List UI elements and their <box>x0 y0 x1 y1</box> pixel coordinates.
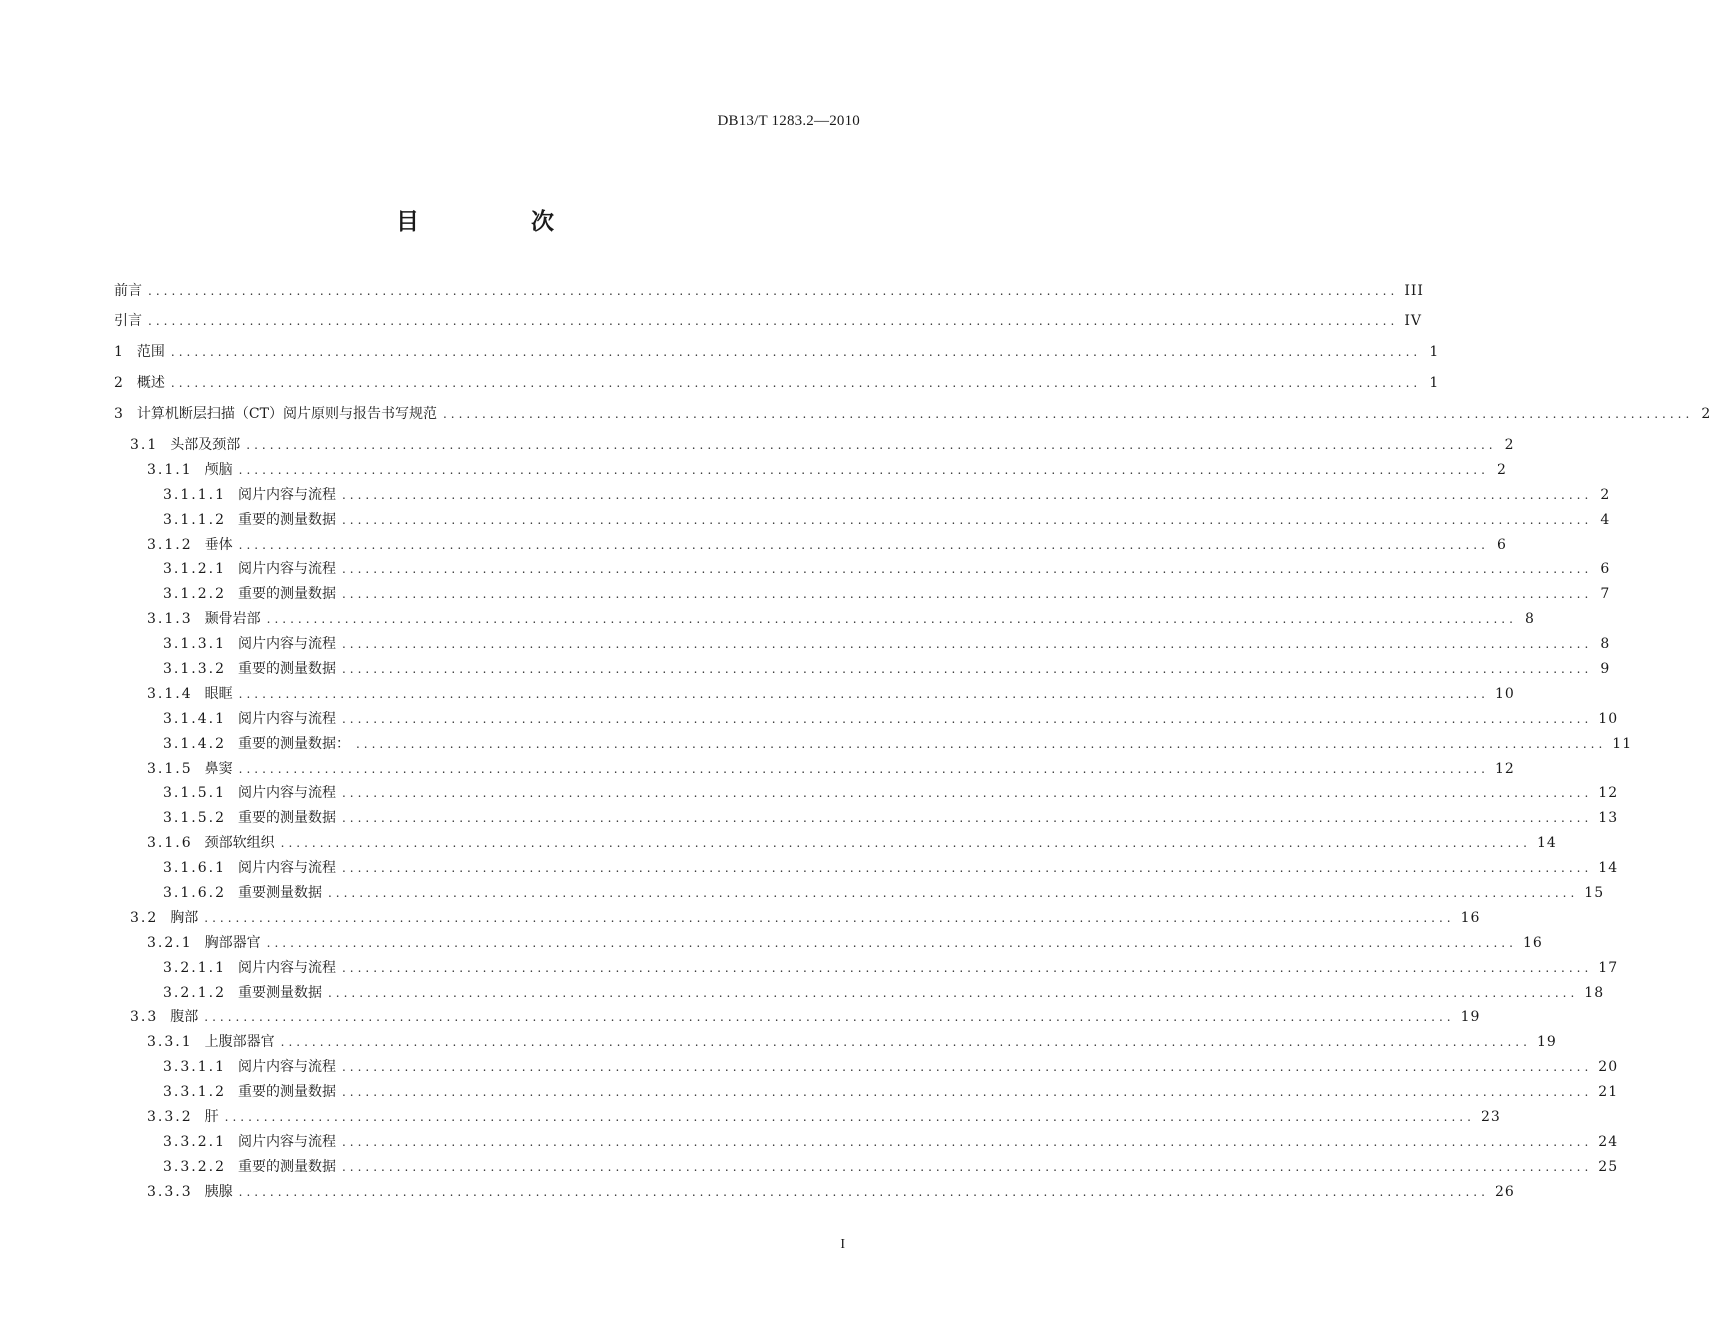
toc-entry-title: 概述 <box>136 375 165 391</box>
toc-dot-leader: ................................................................................................................................................................ <box>266 935 1517 950</box>
toc-entry[interactable] <box>114 1109 1501 1134</box>
toc-entry-number: 3.3 <box>130 1009 159 1026</box>
toc-entry-page: 2 <box>1600 486 1611 503</box>
toc-entry-number: 1 <box>114 344 125 360</box>
toc-entry-page: 25 <box>1598 1158 1619 1175</box>
toc-entry-number: 3.3.1.1 <box>163 1059 226 1076</box>
toc-entry-page: 14 <box>1536 835 1557 852</box>
toc-dot-leader: ................................................................................................................................................................ <box>341 1085 1593 1100</box>
toc-entry-page: 16 <box>1460 909 1481 926</box>
toc-entry-title: 眼眶 <box>204 685 233 702</box>
toc-entry-page: 12 <box>1494 760 1515 777</box>
toc-entry[interactable] <box>114 959 1619 985</box>
toc-entry[interactable] <box>114 760 1515 786</box>
toc-entry[interactable] <box>114 735 1633 761</box>
toc-dot-leader: ................................................................................................................................................................ <box>341 786 1593 801</box>
toc-entry-page: 17 <box>1598 959 1619 976</box>
toc-entry-page: 20 <box>1598 1059 1619 1076</box>
toc-entry[interactable] <box>114 611 1535 636</box>
toc-entry-page: 2 <box>1701 406 1711 422</box>
toc-dot-leader: ................................................................................................................................................................ <box>204 910 1455 925</box>
toc-entry-title: 重要的测量数据 <box>237 661 336 678</box>
toc-entry-number: 3.1.3 <box>147 611 193 628</box>
toc-dot-leader: ................................................................................................................................................................ <box>238 462 1489 477</box>
toc-dot-leader: ................................................................................................................................................................ <box>238 537 1489 552</box>
toc-entry-page: 16 <box>1522 934 1543 951</box>
toc-entry[interactable] <box>114 685 1515 711</box>
toc-entry-title: 肝 <box>204 1109 219 1126</box>
toc-dot-leader: ................................................................................................................................................................ <box>341 512 1593 527</box>
toc-dot-leader: ................................................................................................................................................................ <box>341 1060 1593 1075</box>
toc-entry-page: 6 <box>1497 536 1507 553</box>
toc-entry-title: 阅片内容与流程 <box>237 561 336 578</box>
toc-dot-leader: ................................................................................................................................................................ <box>355 736 1607 751</box>
toc-entry-number: 3.1.2 <box>147 536 193 553</box>
toc-entry-page: 1 <box>1429 344 1440 360</box>
toc-dot-leader: ................................................................................................................................................................ <box>246 438 1497 452</box>
toc-entry-title: 胸部器官 <box>204 934 261 951</box>
toc-entry[interactable] <box>114 344 1440 375</box>
toc-entry[interactable] <box>114 375 1440 406</box>
toc-dot-leader: ................................................................................................................................................................ <box>170 376 1422 390</box>
toc-entry-page: 4 <box>1600 511 1611 528</box>
toc-entry-page: 19 <box>1536 1034 1557 1051</box>
toc-entry-number: 3.3.2.1 <box>163 1133 226 1150</box>
toc-dot-leader: ................................................................................................................................................................ <box>341 487 1593 502</box>
toc-entry-page: 26 <box>1494 1183 1515 1200</box>
toc-entry-number: 3 <box>114 406 125 422</box>
toc-entry-title: 计算机断层扫描（CT）阅片原则与报告书写规范 <box>136 406 437 422</box>
toc-entry[interactable] <box>114 661 1611 686</box>
toc-dot-leader: ................................................................................................................................................................ <box>238 1184 1489 1199</box>
toc-dot-leader: ................................................................................................................................................................ <box>341 662 1593 677</box>
toc-entry-title: 阅片内容与流程 <box>237 486 336 503</box>
toc-entry-page: 10 <box>1494 685 1515 702</box>
toc-entry[interactable] <box>114 860 1619 885</box>
toc-entry-title: 重要的测量数据 <box>237 1158 336 1175</box>
toc-dot-leader: ................................................................................................................................................................ <box>341 587 1593 602</box>
toc-entry[interactable] <box>114 835 1557 860</box>
toc-entry-title: 阅片内容与流程 <box>237 710 336 727</box>
toc-entry-number: 3.1.5.1 <box>163 785 226 802</box>
toc-dot-leader: ................................................................................................................................................................ <box>341 960 1593 975</box>
toc-entry-title: 重要的测量数据 <box>237 810 336 827</box>
toc-dot-leader: ................................................................................................................................................................ <box>224 1110 1475 1125</box>
toc-dot-leader: ................................................................................................................................................................ <box>238 761 1489 776</box>
toc-entry[interactable] <box>114 710 1619 736</box>
toc-dot-leader: ................................................................................................................................................................ <box>341 1159 1593 1174</box>
toc-entry-number: 3.1.3.2 <box>163 661 226 678</box>
toc-dot-leader: ................................................................................................................................................................ <box>341 562 1593 577</box>
page-title: 目 次 <box>395 209 606 235</box>
toc-dot-leader: ................................................................................................................................................................ <box>341 1134 1593 1149</box>
toc-entry[interactable] <box>114 283 1424 313</box>
toc-entry-title: 胸部 <box>170 909 199 926</box>
toc-dot-leader: ................................................................................................................................................................ <box>280 836 1531 851</box>
toc-entry-number: 3.1.1 <box>147 461 193 478</box>
toc-entry-page: 11 <box>1612 735 1633 752</box>
toc-entry-page: 2 <box>1497 461 1507 478</box>
toc-entry-number: 3.1.5.2 <box>163 810 226 827</box>
toc-entry[interactable] <box>114 885 1605 910</box>
toc-entry-page: 1 <box>1429 375 1440 391</box>
toc-entry-page: 19 <box>1460 1009 1481 1026</box>
toc-entry[interactable] <box>114 1009 1481 1034</box>
toc-entry-number: 3.3.1 <box>147 1034 193 1051</box>
toc-entry-page: 21 <box>1598 1084 1619 1101</box>
standard-code: DB13/T 1283.2—2010 <box>717 113 860 129</box>
toc-dot-leader: ................................................................................................................................................................ <box>280 1035 1531 1050</box>
toc-entry-title: 腹部 <box>170 1009 199 1026</box>
toc-dot-leader: ................................................................................................................................................................ <box>170 345 1422 359</box>
toc-entry-number: 3.1.2.2 <box>163 586 226 603</box>
toc-entry-number: 2 <box>114 375 125 391</box>
toc-entry-number: 3.3.3 <box>147 1183 193 1200</box>
toc-entry-number: 3.1.6.2 <box>163 885 226 902</box>
toc-entry-page: 18 <box>1584 984 1605 1001</box>
toc-entry[interactable] <box>114 1133 1619 1159</box>
toc-entry-page: 10 <box>1598 710 1619 727</box>
toc-entry-page: 23 <box>1480 1109 1501 1126</box>
toc-dot-leader: ................................................................................................................................................................ <box>341 711 1593 726</box>
toc-entry[interactable] <box>114 586 1611 611</box>
toc-entry-title: 重要的测量数据 <box>237 1084 336 1101</box>
page-number: I <box>840 1237 845 1252</box>
toc-dot-leader: ................................................................................................................................................................ <box>238 686 1489 701</box>
toc-entry-title: 颞骨岩部 <box>204 611 261 628</box>
toc-entry[interactable] <box>114 461 1507 487</box>
toc-entry-title: 重要的测量数据 <box>237 586 336 603</box>
toc-entry-page: 8 <box>1525 611 1535 628</box>
toc-entry-page: IV <box>1404 313 1422 329</box>
toc-entry[interactable] <box>114 561 1611 586</box>
toc-entry[interactable] <box>114 1084 1619 1109</box>
toc-dot-leader: ................................................................................................................................................................ <box>148 284 1399 298</box>
toc-entry-title: 阅片内容与流程 <box>237 1059 336 1076</box>
toc-entry-title: 前言 <box>114 283 142 299</box>
toc-entry-page: 9 <box>1600 661 1611 678</box>
toc-entry-title: 胰腺 <box>204 1183 233 1200</box>
toc-entry-number: 3.2.1.1 <box>163 959 226 976</box>
toc-entry-number: 3.1.4.1 <box>163 710 226 727</box>
toc-entry-page: 24 <box>1598 1133 1619 1150</box>
toc-entry[interactable] <box>114 934 1543 960</box>
toc-entry[interactable] <box>114 810 1619 835</box>
toc-entry[interactable] <box>114 1158 1619 1184</box>
toc-entry-title: 颈部软组织 <box>204 835 275 852</box>
toc-entry-number: 3.1.2.1 <box>163 561 226 578</box>
toc-entry-title: 阅片内容与流程 <box>237 636 336 653</box>
toc-entry[interactable] <box>114 1183 1515 1209</box>
toc-entry[interactable] <box>114 313 1422 344</box>
toc-dot-leader: ................................................................................................................................................................ <box>442 407 1694 421</box>
toc-entry[interactable] <box>114 909 1481 935</box>
toc-entry[interactable] <box>114 511 1611 537</box>
toc-entry-title: 垂体 <box>204 536 233 553</box>
toc-dot-leader: ................................................................................................................................................................ <box>341 861 1593 876</box>
toc-entry-page: III <box>1404 283 1424 299</box>
toc-entry[interactable] <box>114 1034 1557 1059</box>
toc-entry-number: 3.1.1.1 <box>163 486 226 503</box>
toc-entry-title: 重要的测量数据： <box>237 735 350 752</box>
toc-entry-title: 范围 <box>136 344 165 360</box>
toc-dot-leader: ................................................................................................................................................................ <box>341 637 1593 652</box>
toc-entry[interactable] <box>114 406 1711 437</box>
toc-entry-page: 12 <box>1598 785 1619 802</box>
toc-entry-title: 上腹部器官 <box>204 1034 275 1051</box>
toc-entry-page: 6 <box>1600 561 1611 578</box>
toc-entry-page: 7 <box>1600 586 1611 603</box>
toc-dot-leader: ................................................................................................................................................................ <box>327 886 1579 901</box>
toc-entry-title: 重要测量数据 <box>237 885 322 902</box>
toc-entry-number: 3.1.4.2 <box>163 735 226 752</box>
toc-entry-number: 3.1.1.2 <box>163 511 226 528</box>
toc-entry-page: 15 <box>1584 885 1605 902</box>
toc-entry-number: 3.1.4 <box>147 685 193 702</box>
toc-entry-number: 3.3.2 <box>147 1109 193 1126</box>
toc-entry-title: 重要的测量数据 <box>237 511 336 528</box>
toc-entry-title: 阅片内容与流程 <box>237 785 336 802</box>
toc-entry-number: 3.2.1 <box>147 934 193 951</box>
toc-entry-number: 3.1.5 <box>147 760 193 777</box>
toc-entry-title: 重要测量数据 <box>237 984 322 1001</box>
toc-entry[interactable] <box>114 486 1611 512</box>
toc-entry-number: 3.1.3.1 <box>163 636 226 653</box>
table-of-contents <box>114 283 1711 1209</box>
toc-entry-number: 3.2 <box>130 909 159 926</box>
toc-entry-title: 引言 <box>114 313 142 329</box>
toc-entry-number: 3.1.6.1 <box>163 860 226 877</box>
toc-entry-title: 阅片内容与流程 <box>237 959 336 976</box>
toc-entry-title: 阅片内容与流程 <box>237 1133 336 1150</box>
toc-entry-number: 3.3.2.2 <box>163 1158 226 1175</box>
toc-dot-leader: ................................................................................................................................................................ <box>148 314 1399 328</box>
toc-dot-leader: ................................................................................................................................................................ <box>327 985 1579 1000</box>
toc-entry-title: 头部及颈部 <box>170 437 241 453</box>
toc-entry-title: 阅片内容与流程 <box>237 860 336 877</box>
toc-entry[interactable] <box>114 785 1619 810</box>
toc-entry[interactable] <box>114 536 1507 562</box>
toc-entry-number: 3.3.1.2 <box>163 1084 226 1101</box>
toc-entry-number: 3.2.1.2 <box>163 984 226 1001</box>
toc-entry-page: 2 <box>1504 437 1515 453</box>
toc-entry-title: 鼻窦 <box>204 760 233 777</box>
toc-dot-leader: ................................................................................................................................................................ <box>341 811 1593 826</box>
toc-entry-number: 3.1.6 <box>147 835 193 852</box>
toc-entry-title: 颅脑 <box>204 461 233 478</box>
toc-entry[interactable] <box>114 437 1515 462</box>
toc-dot-leader: ................................................................................................................................................................ <box>204 1010 1455 1025</box>
toc-entry-page: 14 <box>1598 860 1619 877</box>
toc-entry[interactable] <box>114 636 1611 661</box>
toc-dot-leader: ................................................................................................................................................................ <box>266 612 1517 627</box>
toc-entry[interactable] <box>114 1059 1619 1084</box>
toc-entry-page: 13 <box>1598 810 1619 827</box>
toc-entry-page: 8 <box>1600 636 1611 653</box>
toc-entry[interactable] <box>114 984 1605 1010</box>
toc-entry-number: 3.1 <box>130 437 159 453</box>
